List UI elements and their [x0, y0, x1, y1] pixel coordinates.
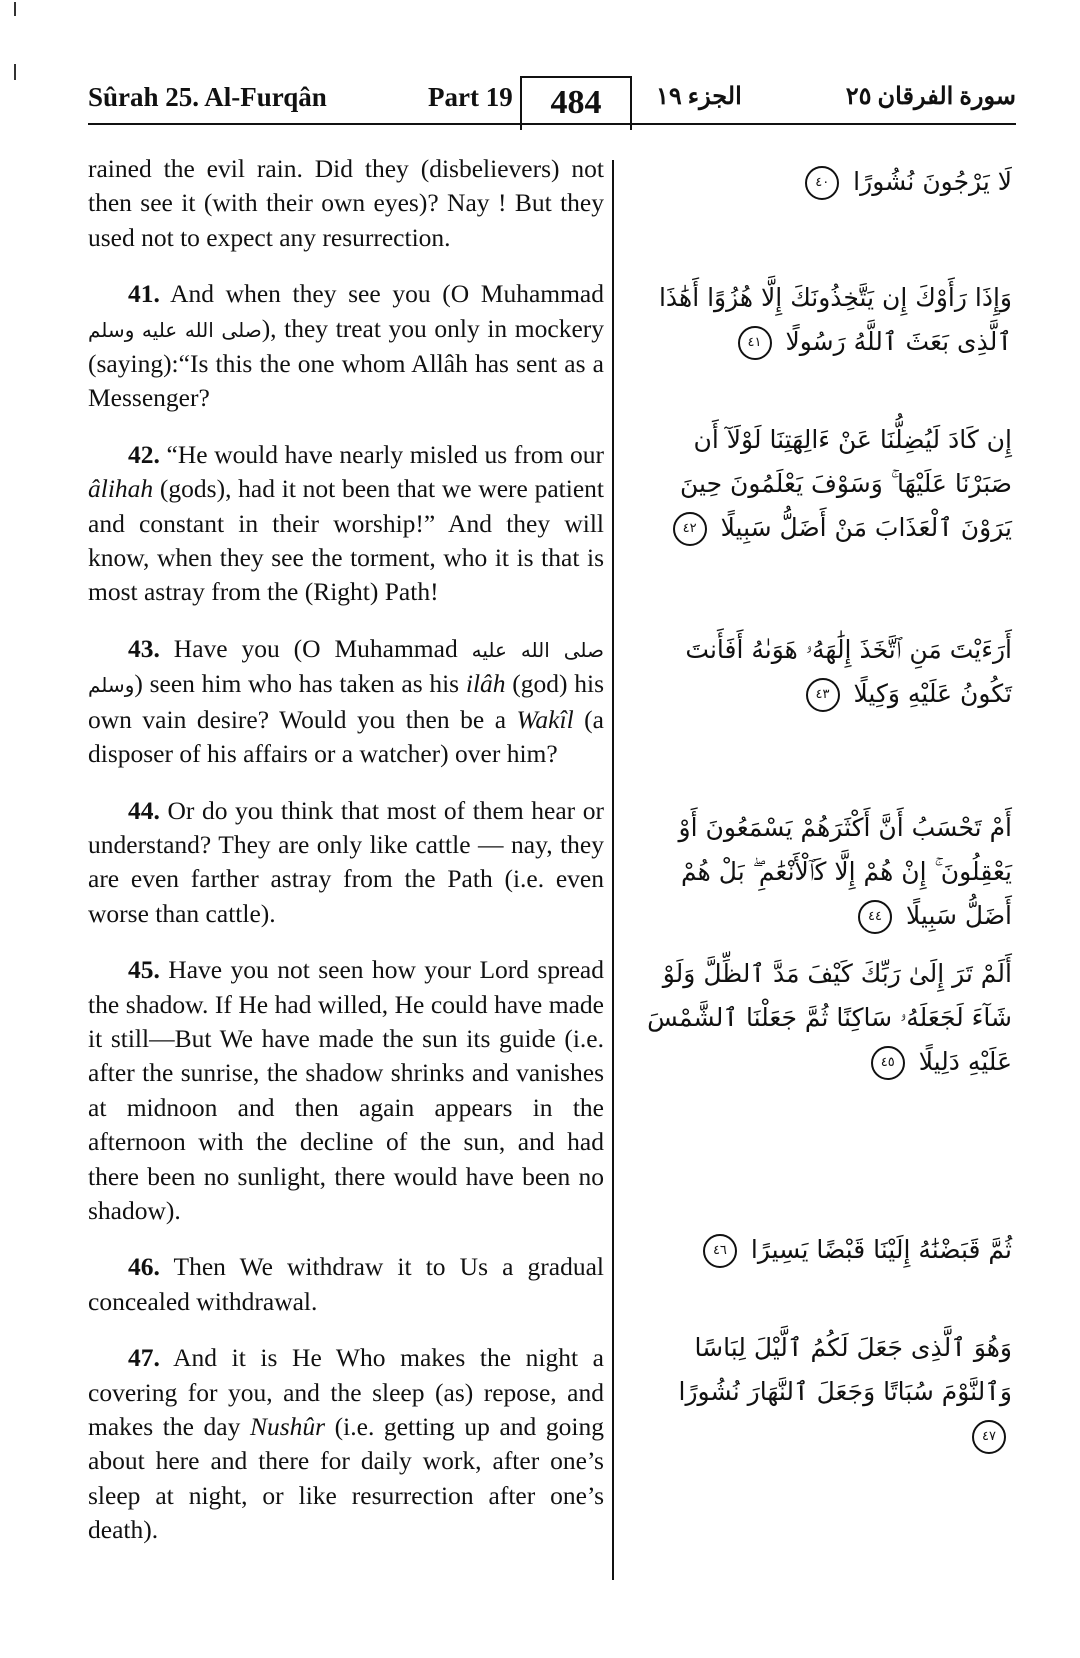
verse-46-translation: 46. Then We withdraw it to Us a gradual concealed withdrawal. [88, 1252, 604, 1316]
ayah-number-marker: ٤٠ [805, 166, 839, 200]
ayah-number-marker: ٤٧ [972, 1420, 1006, 1454]
surah-title-ar: سورة الفرقان ٢٥ [845, 84, 1016, 110]
page-number: 484 [520, 76, 632, 130]
scan-mark [14, 64, 16, 80]
arabic-verse-43: أَرَءَيْتَ مَنِ ٱتَّخَذَ إِلَٰهَهُۥ هَوَىٰهُ أَفَأَنتَ تَكُونُ عَلَيْهِ وَكِيلًا ٤٣ [632, 628, 1012, 716]
ayah-number-marker: ٤٦ [703, 1234, 737, 1268]
arabic-verse-47: وَهُوَ ٱلَّذِى جَعَلَ لَكُمُ ٱلَّيْلَ لِبَاسًا وَٱلنَّوْمَ سُبَاتًا وَجَعَلَ ٱلنَّهَارَ نُشُورًا ٤٧ [632, 1326, 1012, 1458]
ayah-number-marker: ٤٣ [806, 678, 840, 712]
surah-title-en: Sûrah 25. Al-Furqân [88, 82, 327, 112]
verse-47-translation: 47. And it is He Who makes the night a covering for you, and the sleep (as) repose, and makes the day Nushûr (i.e. getting up and going about here and there for daily work, after one’s sleep at night, or like resurrection after one’s death). [88, 1343, 604, 1545]
arabic-verse-40: لَا يَرْجُونَ نُشُورًا ٤٠ [632, 160, 1012, 204]
header-rule [88, 123, 1016, 125]
column-divider [612, 160, 614, 1580]
verse-number: 46. [128, 1252, 160, 1282]
ayah-number-marker: ٤٤ [858, 900, 892, 934]
arabic-verse-46: ثُمَّ قَبَضْنَٰهُ إِلَيْنَا قَبْضًا يَسِيرًا ٤٦ [632, 1228, 1012, 1272]
scan-mark [14, 2, 16, 16]
verse-number: 44. [128, 795, 160, 825]
verse-40-translation: rained the evil rain. Did they (disbelievers) not then see it (with their own eyes)? Nay ! But they used not to expect any resurrection. [88, 154, 604, 252]
page-header [88, 76, 1016, 128]
arabic-verse-45: أَلَمْ تَرَ إِلَىٰ رَبِّكَ كَيْفَ مَدَّ ٱلظِّلَّ وَلَوْ شَآءَ لَجَعَلَهُۥ سَاكِنًا ثُمَّ جَعَلْنَا ٱلشَّمْسَ عَلَيْهِ دَلِيلًا ٤٥ [632, 952, 1012, 1084]
salat-phrase: صلى الله عليه وسلم [88, 637, 604, 698]
juz-label-ar: الجزء ١٩ [656, 84, 742, 110]
verse-43-translation: 43. Have you (O Muhammad صلى الله عليه وسلم) seen him who has taken as his ilâh (god) his own vain desire? Would you then be a Wakîl (a disposer of his affairs or a watcher) over him? [88, 633, 604, 769]
verse-number: 45. [128, 955, 160, 985]
ayah-number-marker: ٤٥ [871, 1046, 905, 1080]
part-label-en: Part 19 [428, 82, 513, 112]
verse-42-translation: 42. “He would have nearly misled us from our âlihah (gods), had it not been that we were patient and constant in their worship!” And they will know, when they see the torment, who it is that is most astray from the (Right) Path! [88, 439, 604, 607]
ayah-number-marker: ٤١ [738, 326, 772, 360]
salat-phrase: صلى الله عليه وسلم [88, 317, 262, 342]
english-translation-column [88, 152, 604, 1570]
verse-45-translation: 45. Have you not seen how your Lord spread the shadow. If He had willed, He could have made it still—But We have made the sun its guide (i.e. after the sunrise, the shadow shrinks and vanishes at midnoon and then again appears in the afternoon with the decline of the sun, and had there been no sunlight, there would have been no shadow). [88, 955, 604, 1225]
verse-41-translation: 41. And when they see you (O Muhammad صلى الله عليه وسلم), they treat you only in mockery (saying):“Is this the one whom Allâh has sent as a Messenger? [88, 279, 605, 413]
verse-number: 43. [128, 633, 160, 663]
verse-number: 47. [128, 1343, 160, 1373]
ayah-number-marker: ٤٢ [673, 512, 707, 546]
arabic-verse-44: أَمْ تَحْسَبُ أَنَّ أَكْثَرَهُمْ يَسْمَعُونَ أَوْ يَعْقِلُونَ ۚ إِنْ هُمْ إِلَّا كَٱلْأَنْعَٰمِ ۖ بَلْ هُمْ أَضَلُّ سَبِيلًا ٤٤ [632, 806, 1012, 938]
verse-number: 41. [128, 279, 160, 309]
verse-number: 42. [128, 439, 160, 469]
verse-44-translation: 44. Or do you think that most of them hear or understand? They are only like cattle — nay, they are even farther astray from the Path (i.e. even worse than cattle). [88, 795, 604, 928]
arabic-verse-41: وَإِذَا رَأَوْكَ إِن يَتَّخِذُونَكَ إِلَّا هُزُوًا أَهَٰذَا ٱلَّذِى بَعَثَ ٱللَّهُ رَسُولًا ٤١ [632, 276, 1012, 364]
arabic-verse-42: إِن كَادَ لَيُضِلُّنَا عَنْ ءَالِهَتِنَا لَوْلَآ أَن صَبَرْنَا عَلَيْهَا ۚ وَسَوْفَ يَعْلَمُونَ حِينَ يَرَوْنَ ٱلْعَذَابَ مَنْ أَضَلُّ سَبِيلًا ٤٢ [632, 418, 1012, 550]
